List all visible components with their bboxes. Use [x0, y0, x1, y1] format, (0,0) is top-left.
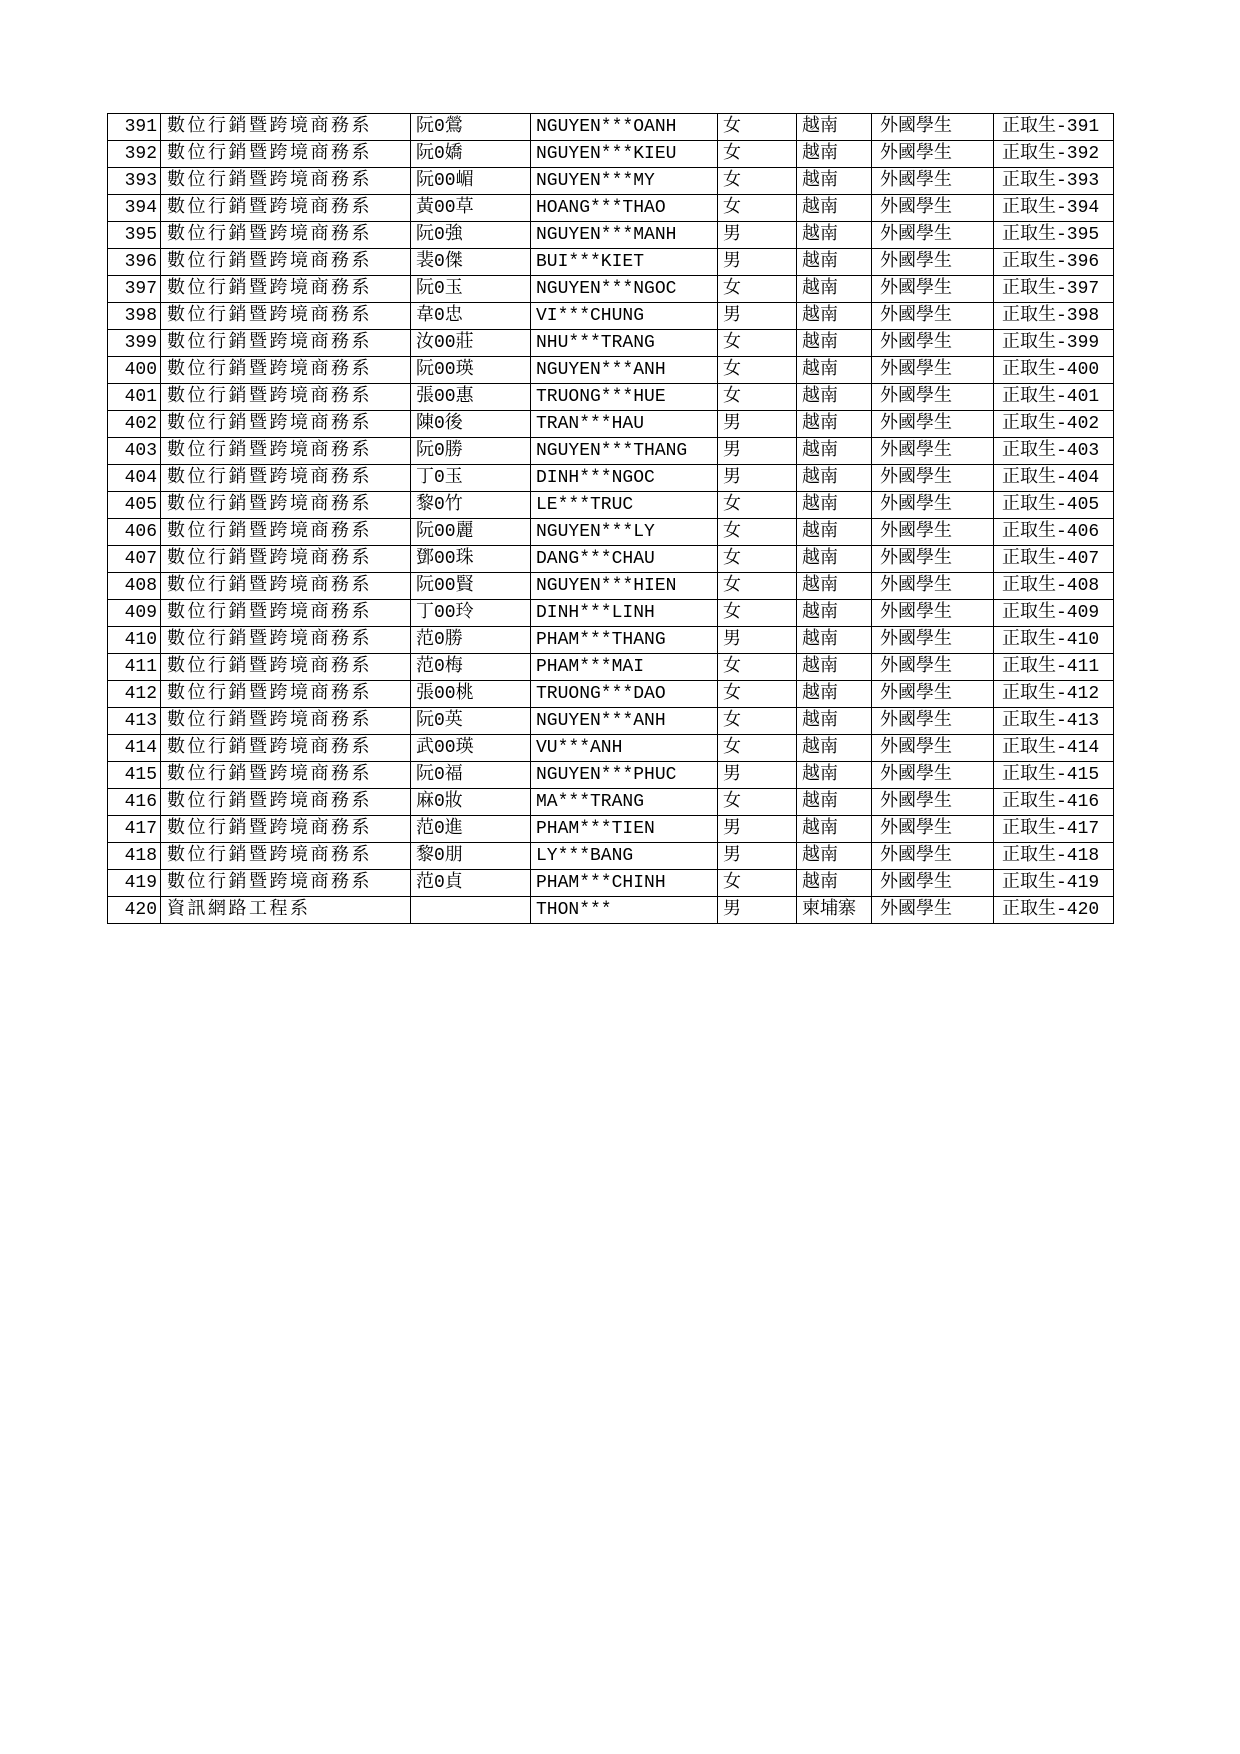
- gender-cell: 女: [718, 114, 797, 141]
- chinese-name-cell: 阮00麗: [411, 519, 531, 546]
- department-cell: 數位行銷暨跨境商務系: [161, 519, 411, 546]
- row-number: 401: [108, 384, 161, 411]
- admission-status-cell: 正取生-418: [994, 843, 1114, 870]
- row-number: 414: [108, 735, 161, 762]
- department-cell: 數位行銷暨跨境商務系: [161, 681, 411, 708]
- row-number: 405: [108, 492, 161, 519]
- admission-status-cell: 正取生-406: [994, 519, 1114, 546]
- gender-cell: 女: [718, 654, 797, 681]
- identity-cell: 外國學生: [872, 330, 994, 357]
- table-row: [108, 546, 1114, 573]
- country-cell: 越南: [797, 573, 872, 600]
- identity-cell: 外國學生: [872, 519, 994, 546]
- identity-cell: 外國學生: [872, 249, 994, 276]
- admission-status-cell: 正取生-420: [994, 897, 1114, 924]
- gender-cell: 女: [718, 870, 797, 897]
- identity-cell: 外國學生: [872, 114, 994, 141]
- gender-cell: 女: [718, 600, 797, 627]
- admission-status-cell: 正取生-397: [994, 276, 1114, 303]
- row-number: 399: [108, 330, 161, 357]
- department-cell: 數位行銷暨跨境商務系: [161, 492, 411, 519]
- gender-cell: 男: [718, 843, 797, 870]
- row-number: 407: [108, 546, 161, 573]
- row-number: 394: [108, 195, 161, 222]
- english-name-cell: TRUONG***DAO: [531, 681, 718, 708]
- table-row: [108, 519, 1114, 546]
- chinese-name-cell: 范0進: [411, 816, 531, 843]
- table-row: [108, 735, 1114, 762]
- chinese-name-cell: 阮00瑛: [411, 357, 531, 384]
- english-name-cell: MA***TRANG: [531, 789, 718, 816]
- row-number: 393: [108, 168, 161, 195]
- chinese-name-cell: 陳0後: [411, 411, 531, 438]
- country-cell: 越南: [797, 870, 872, 897]
- identity-cell: 外國學生: [872, 573, 994, 600]
- country-cell: 越南: [797, 114, 872, 141]
- gender-cell: 男: [718, 438, 797, 465]
- department-cell: 數位行銷暨跨境商務系: [161, 465, 411, 492]
- department-cell: 數位行銷暨跨境商務系: [161, 546, 411, 573]
- admission-status-cell: 正取生-416: [994, 789, 1114, 816]
- country-cell: 越南: [797, 546, 872, 573]
- gender-cell: 女: [718, 573, 797, 600]
- identity-cell: 外國學生: [872, 465, 994, 492]
- chinese-name-cell: 阮0英: [411, 708, 531, 735]
- row-number: 402: [108, 411, 161, 438]
- admission-status-cell: 正取生-410: [994, 627, 1114, 654]
- identity-cell: 外國學生: [872, 141, 994, 168]
- table-row: [108, 600, 1114, 627]
- table-row: [108, 573, 1114, 600]
- english-name-cell: VU***ANH: [531, 735, 718, 762]
- department-cell: 數位行銷暨跨境商務系: [161, 762, 411, 789]
- country-cell: 越南: [797, 627, 872, 654]
- admission-status-cell: 正取生-396: [994, 249, 1114, 276]
- table-row: [108, 492, 1114, 519]
- admission-status-cell: 正取生-394: [994, 195, 1114, 222]
- department-cell: 數位行銷暨跨境商務系: [161, 654, 411, 681]
- admission-status-cell: 正取生-391: [994, 114, 1114, 141]
- admission-status-cell: 正取生-398: [994, 303, 1114, 330]
- table-row: [108, 357, 1114, 384]
- english-name-cell: NGUYEN***ANH: [531, 357, 718, 384]
- chinese-name-cell: 范0勝: [411, 627, 531, 654]
- admission-status-cell: 正取生-417: [994, 816, 1114, 843]
- chinese-name-cell: 鄧00珠: [411, 546, 531, 573]
- country-cell: 越南: [797, 168, 872, 195]
- row-number: 404: [108, 465, 161, 492]
- department-cell: 數位行銷暨跨境商務系: [161, 708, 411, 735]
- country-cell: 越南: [797, 195, 872, 222]
- country-cell: 越南: [797, 384, 872, 411]
- row-number: 417: [108, 816, 161, 843]
- table-row: [108, 303, 1114, 330]
- row-number: 412: [108, 681, 161, 708]
- table-row: [108, 897, 1114, 924]
- identity-cell: 外國學生: [872, 303, 994, 330]
- row-number: 408: [108, 573, 161, 600]
- admission-status-cell: 正取生-392: [994, 141, 1114, 168]
- gender-cell: 男: [718, 762, 797, 789]
- gender-cell: 女: [718, 735, 797, 762]
- identity-cell: 外國學生: [872, 762, 994, 789]
- admission-status-cell: 正取生-407: [994, 546, 1114, 573]
- english-name-cell: VI***CHUNG: [531, 303, 718, 330]
- admission-status-cell: 正取生-404: [994, 465, 1114, 492]
- english-name-cell: BUI***KIET: [531, 249, 718, 276]
- admission-status-cell: 正取生-395: [994, 222, 1114, 249]
- gender-cell: 男: [718, 897, 797, 924]
- chinese-name-cell: [411, 897, 531, 924]
- row-number: 403: [108, 438, 161, 465]
- identity-cell: 外國學生: [872, 357, 994, 384]
- country-cell: 越南: [797, 816, 872, 843]
- department-cell: 數位行銷暨跨境商務系: [161, 789, 411, 816]
- row-number: 400: [108, 357, 161, 384]
- country-cell: 越南: [797, 276, 872, 303]
- identity-cell: 外國學生: [872, 195, 994, 222]
- row-number: 398: [108, 303, 161, 330]
- department-cell: 數位行銷暨跨境商務系: [161, 573, 411, 600]
- department-cell: 數位行銷暨跨境商務系: [161, 195, 411, 222]
- identity-cell: 外國學生: [872, 411, 994, 438]
- department-cell: 數位行銷暨跨境商務系: [161, 303, 411, 330]
- department-cell: 數位行銷暨跨境商務系: [161, 870, 411, 897]
- chinese-name-cell: 裴0傑: [411, 249, 531, 276]
- english-name-cell: NGUYEN***OANH: [531, 114, 718, 141]
- gender-cell: 女: [718, 708, 797, 735]
- country-cell: 越南: [797, 330, 872, 357]
- table-row: [108, 762, 1114, 789]
- country-cell: 越南: [797, 654, 872, 681]
- department-cell: 數位行銷暨跨境商務系: [161, 411, 411, 438]
- department-cell: 資訊網路工程系: [161, 897, 411, 924]
- country-cell: 越南: [797, 303, 872, 330]
- identity-cell: 外國學生: [872, 789, 994, 816]
- gender-cell: 男: [718, 303, 797, 330]
- identity-cell: 外國學生: [872, 816, 994, 843]
- table-row: [108, 330, 1114, 357]
- gender-cell: 男: [718, 465, 797, 492]
- admission-status-cell: 正取生-402: [994, 411, 1114, 438]
- department-cell: 數位行銷暨跨境商務系: [161, 276, 411, 303]
- department-cell: 數位行銷暨跨境商務系: [161, 438, 411, 465]
- identity-cell: 外國學生: [872, 222, 994, 249]
- department-cell: 數位行銷暨跨境商務系: [161, 627, 411, 654]
- english-name-cell: TRAN***HAU: [531, 411, 718, 438]
- country-cell: 越南: [797, 141, 872, 168]
- chinese-name-cell: 阮00賢: [411, 573, 531, 600]
- country-cell: 越南: [797, 492, 872, 519]
- table-row: [108, 222, 1114, 249]
- row-number: 391: [108, 114, 161, 141]
- country-cell: 越南: [797, 438, 872, 465]
- admission-status-cell: 正取生-403: [994, 438, 1114, 465]
- english-name-cell: LY***BANG: [531, 843, 718, 870]
- country-cell: 越南: [797, 411, 872, 438]
- country-cell: 越南: [797, 357, 872, 384]
- identity-cell: 外國學生: [872, 600, 994, 627]
- table-row: [108, 438, 1114, 465]
- english-name-cell: LE***TRUC: [531, 492, 718, 519]
- gender-cell: 女: [718, 276, 797, 303]
- chinese-name-cell: 張00桃: [411, 681, 531, 708]
- department-cell: 數位行銷暨跨境商務系: [161, 168, 411, 195]
- identity-cell: 外國學生: [872, 897, 994, 924]
- table-row: [108, 276, 1114, 303]
- english-name-cell: HOANG***THAO: [531, 195, 718, 222]
- chinese-name-cell: 黎0竹: [411, 492, 531, 519]
- admission-status-cell: 正取生-401: [994, 384, 1114, 411]
- identity-cell: 外國學生: [872, 735, 994, 762]
- english-name-cell: NGUYEN***MY: [531, 168, 718, 195]
- admission-status-cell: 正取生-412: [994, 681, 1114, 708]
- english-name-cell: NGUYEN***MANH: [531, 222, 718, 249]
- row-number: 406: [108, 519, 161, 546]
- gender-cell: 女: [718, 546, 797, 573]
- gender-cell: 女: [718, 357, 797, 384]
- chinese-name-cell: 阮0勝: [411, 438, 531, 465]
- identity-cell: 外國學生: [872, 276, 994, 303]
- english-name-cell: NHU***TRANG: [531, 330, 718, 357]
- chinese-name-cell: 韋0忠: [411, 303, 531, 330]
- gender-cell: 男: [718, 411, 797, 438]
- chinese-name-cell: 阮0嬌: [411, 141, 531, 168]
- gender-cell: 男: [718, 222, 797, 249]
- admission-status-cell: 正取生-400: [994, 357, 1114, 384]
- identity-cell: 外國學生: [872, 708, 994, 735]
- table-body: [108, 114, 1114, 924]
- table-row: [108, 708, 1114, 735]
- admission-status-cell: 正取生-411: [994, 654, 1114, 681]
- row-number: 415: [108, 762, 161, 789]
- table-row: [108, 870, 1114, 897]
- country-cell: 越南: [797, 681, 872, 708]
- country-cell: 越南: [797, 789, 872, 816]
- chinese-name-cell: 丁0玉: [411, 465, 531, 492]
- gender-cell: 女: [718, 195, 797, 222]
- english-name-cell: NGUYEN***LY: [531, 519, 718, 546]
- chinese-name-cell: 范0貞: [411, 870, 531, 897]
- gender-cell: 女: [718, 141, 797, 168]
- row-number: 411: [108, 654, 161, 681]
- english-name-cell: DANG***CHAU: [531, 546, 718, 573]
- row-number: 397: [108, 276, 161, 303]
- table-row: [108, 681, 1114, 708]
- english-name-cell: PHAM***CHINH: [531, 870, 718, 897]
- department-cell: 數位行銷暨跨境商務系: [161, 735, 411, 762]
- admission-status-cell: 正取生-415: [994, 762, 1114, 789]
- english-name-cell: DINH***NGOC: [531, 465, 718, 492]
- gender-cell: 男: [718, 627, 797, 654]
- admission-status-cell: 正取生-414: [994, 735, 1114, 762]
- row-number: 395: [108, 222, 161, 249]
- gender-cell: 男: [718, 249, 797, 276]
- department-cell: 數位行銷暨跨境商務系: [161, 816, 411, 843]
- identity-cell: 外國學生: [872, 627, 994, 654]
- table-row: [108, 168, 1114, 195]
- admission-status-cell: 正取生-413: [994, 708, 1114, 735]
- admission-status-cell: 正取生-419: [994, 870, 1114, 897]
- department-cell: 數位行銷暨跨境商務系: [161, 384, 411, 411]
- chinese-name-cell: 麻0妝: [411, 789, 531, 816]
- gender-cell: 女: [718, 330, 797, 357]
- table-row: [108, 789, 1114, 816]
- table-row: [108, 465, 1114, 492]
- english-name-cell: PHAM***TIEN: [531, 816, 718, 843]
- english-name-cell: NGUYEN***KIEU: [531, 141, 718, 168]
- chinese-name-cell: 阮0福: [411, 762, 531, 789]
- country-cell: 越南: [797, 465, 872, 492]
- chinese-name-cell: 黃00草: [411, 195, 531, 222]
- row-number: 420: [108, 897, 161, 924]
- country-cell: 越南: [797, 519, 872, 546]
- row-number: 396: [108, 249, 161, 276]
- row-number: 419: [108, 870, 161, 897]
- table-row: [108, 627, 1114, 654]
- english-name-cell: DINH***LINH: [531, 600, 718, 627]
- table-row: [108, 384, 1114, 411]
- identity-cell: 外國學生: [872, 843, 994, 870]
- identity-cell: 外國學生: [872, 870, 994, 897]
- admission-status-cell: 正取生-409: [994, 600, 1114, 627]
- chinese-name-cell: 范0梅: [411, 654, 531, 681]
- table-row: [108, 654, 1114, 681]
- department-cell: 數位行銷暨跨境商務系: [161, 249, 411, 276]
- admission-status-cell: 正取生-393: [994, 168, 1114, 195]
- row-number: 410: [108, 627, 161, 654]
- english-name-cell: THON***: [531, 897, 718, 924]
- country-cell: 越南: [797, 762, 872, 789]
- identity-cell: 外國學生: [872, 492, 994, 519]
- chinese-name-cell: 武00瑛: [411, 735, 531, 762]
- gender-cell: 女: [718, 168, 797, 195]
- chinese-name-cell: 阮0玉: [411, 276, 531, 303]
- table-row: [108, 843, 1114, 870]
- gender-cell: 女: [718, 384, 797, 411]
- row-number: 418: [108, 843, 161, 870]
- gender-cell: 男: [718, 816, 797, 843]
- identity-cell: 外國學生: [872, 654, 994, 681]
- department-cell: 數位行銷暨跨境商務系: [161, 843, 411, 870]
- table-row: [108, 195, 1114, 222]
- gender-cell: 女: [718, 492, 797, 519]
- identity-cell: 外國學生: [872, 681, 994, 708]
- table-row: [108, 816, 1114, 843]
- country-cell: 越南: [797, 708, 872, 735]
- english-name-cell: TRUONG***HUE: [531, 384, 718, 411]
- table-row: [108, 411, 1114, 438]
- admission-status-cell: 正取生-408: [994, 573, 1114, 600]
- department-cell: 數位行銷暨跨境商務系: [161, 222, 411, 249]
- english-name-cell: NGUYEN***THANG: [531, 438, 718, 465]
- admission-list-table: [107, 113, 1114, 924]
- gender-cell: 女: [718, 519, 797, 546]
- english-name-cell: NGUYEN***PHUC: [531, 762, 718, 789]
- table-row: [108, 141, 1114, 168]
- department-cell: 數位行銷暨跨境商務系: [161, 114, 411, 141]
- admission-status-cell: 正取生-405: [994, 492, 1114, 519]
- table-row: [108, 114, 1114, 141]
- country-cell: 越南: [797, 735, 872, 762]
- chinese-name-cell: 汝00莊: [411, 330, 531, 357]
- department-cell: 數位行銷暨跨境商務系: [161, 357, 411, 384]
- identity-cell: 外國學生: [872, 546, 994, 573]
- chinese-name-cell: 阮0鶯: [411, 114, 531, 141]
- identity-cell: 外國學生: [872, 168, 994, 195]
- gender-cell: 女: [718, 789, 797, 816]
- english-name-cell: NGUYEN***NGOC: [531, 276, 718, 303]
- identity-cell: 外國學生: [872, 438, 994, 465]
- table-row: [108, 249, 1114, 276]
- row-number: 392: [108, 141, 161, 168]
- country-cell: 越南: [797, 600, 872, 627]
- department-cell: 數位行銷暨跨境商務系: [161, 600, 411, 627]
- country-cell: 越南: [797, 222, 872, 249]
- admission-status-cell: 正取生-399: [994, 330, 1114, 357]
- department-cell: 數位行銷暨跨境商務系: [161, 330, 411, 357]
- chinese-name-cell: 阮0強: [411, 222, 531, 249]
- country-cell: 柬埔寨: [797, 897, 872, 924]
- english-name-cell: NGUYEN***ANH: [531, 708, 718, 735]
- english-name-cell: PHAM***MAI: [531, 654, 718, 681]
- english-name-cell: PHAM***THANG: [531, 627, 718, 654]
- row-number: 413: [108, 708, 161, 735]
- department-cell: 數位行銷暨跨境商務系: [161, 141, 411, 168]
- row-number: 409: [108, 600, 161, 627]
- chinese-name-cell: 張00惠: [411, 384, 531, 411]
- english-name-cell: NGUYEN***HIEN: [531, 573, 718, 600]
- chinese-name-cell: 黎0朋: [411, 843, 531, 870]
- chinese-name-cell: 丁00玲: [411, 600, 531, 627]
- country-cell: 越南: [797, 843, 872, 870]
- chinese-name-cell: 阮00嵋: [411, 168, 531, 195]
- gender-cell: 女: [718, 681, 797, 708]
- country-cell: 越南: [797, 249, 872, 276]
- row-number: 416: [108, 789, 161, 816]
- identity-cell: 外國學生: [872, 384, 994, 411]
